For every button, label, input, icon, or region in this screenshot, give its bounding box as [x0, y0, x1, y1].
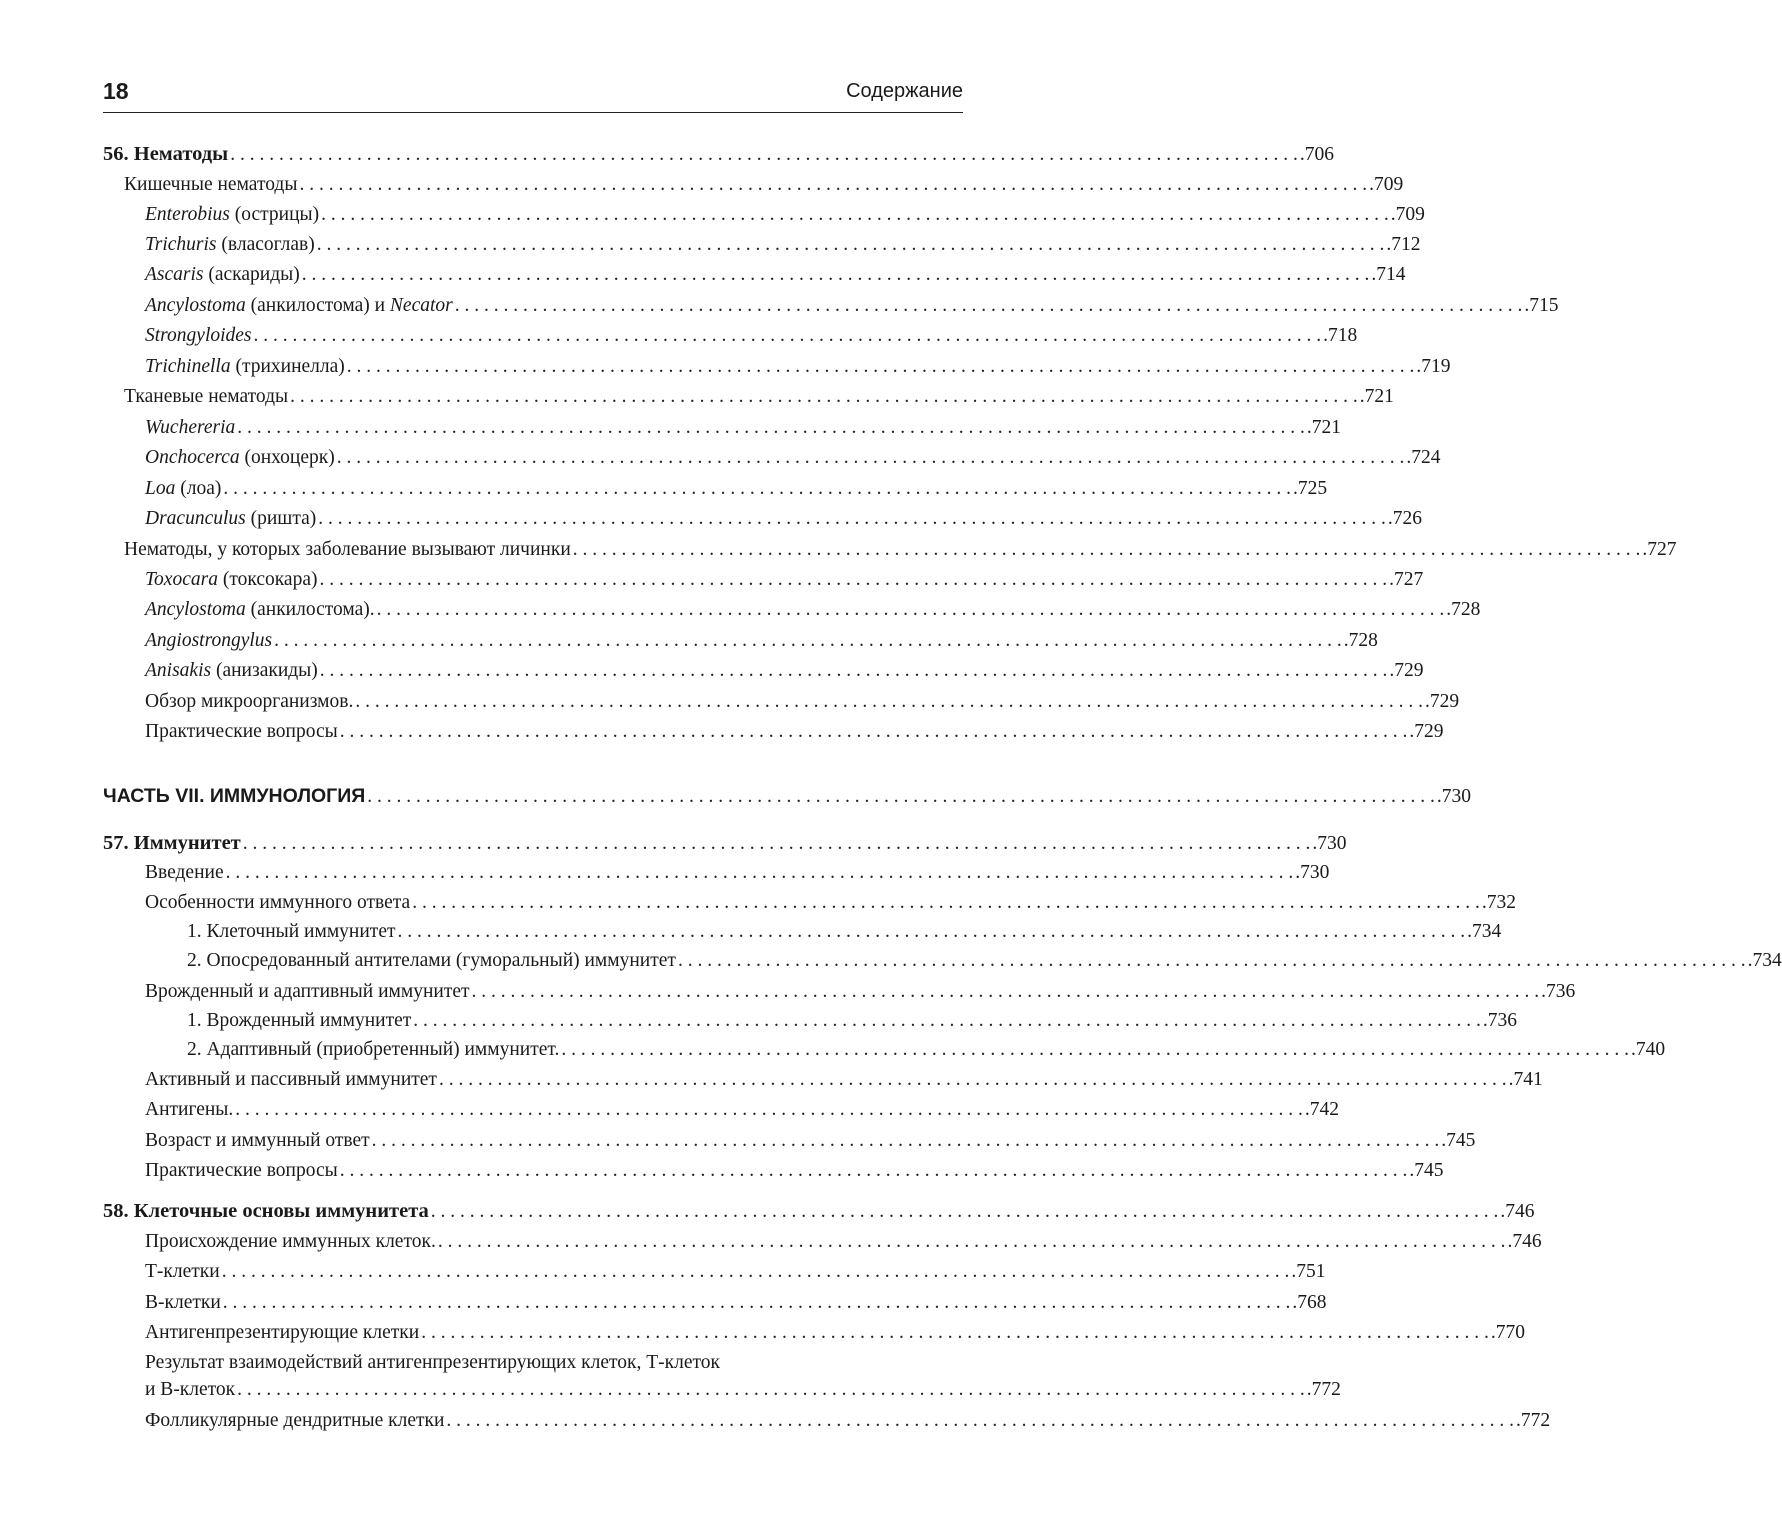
- toc-title-rest: (анизакиды): [211, 660, 318, 681]
- toc-entry[interactable]: [0, 689, 1460, 715]
- dot-leader: [455, 293, 1523, 319]
- dot-leader: [337, 445, 1405, 471]
- toc-entry[interactable]: [0, 354, 1451, 380]
- toc-page-number: .732: [1481, 892, 1516, 913]
- toc-page-number: .741: [1508, 1069, 1543, 1090]
- toc-title-italic: Ancylostoma: [145, 599, 246, 620]
- toc-entry[interactable]: [0, 445, 1441, 471]
- dot-leader: [235, 1097, 1303, 1123]
- toc-title: Введение: [145, 862, 224, 883]
- toc-title: и В-клеток: [145, 1379, 236, 1400]
- toc-title: 2. Адаптивный (приобретенный) иммунитет.: [187, 1039, 560, 1060]
- toc-entry[interactable]: [0, 1290, 1327, 1316]
- running-title: Содержание: [846, 80, 963, 102]
- toc-title: 2. Опосредованный антителами (гуморальный) иммунитет: [187, 950, 676, 971]
- dot-leader: [561, 1037, 1629, 1063]
- toc-page-number: .734: [1467, 921, 1502, 942]
- toc-title-rest: (лоа): [175, 478, 222, 499]
- toc-entry-line1[interactable]: Результат взаимодействий антигенпрезентирующих клеток, Т-клеток: [145, 1352, 720, 1373]
- toc-page-number: .715: [1524, 295, 1559, 316]
- dot-leader: [320, 658, 1388, 684]
- toc-title: Активный и пассивный иммунитет: [145, 1069, 437, 1090]
- toc-title: [145, 232, 315, 258]
- toc-title-rest: (аскариды): [203, 264, 300, 285]
- toc-title-rest: (анкилостома) и: [245, 295, 390, 316]
- dot-leader: [355, 689, 1423, 715]
- toc-chapter-58[interactable]: [0, 1198, 1535, 1225]
- toc-page-number: .745: [1409, 1160, 1444, 1181]
- toc-page-number: .721: [1359, 386, 1394, 407]
- page-number: 18: [103, 78, 129, 104]
- dot-leader: [290, 384, 1358, 410]
- dot-leader: [318, 506, 1386, 532]
- toc-page-number: .706: [1299, 144, 1334, 165]
- toc-entry[interactable]: [0, 1097, 1340, 1123]
- dot-leader: [317, 232, 1385, 258]
- toc-page-number: .726: [1387, 508, 1422, 529]
- toc-title-italic: Dracunculus: [145, 508, 246, 529]
- toc-entry[interactable]: [0, 262, 1406, 288]
- toc-title-rest: (онхоцерк): [239, 447, 335, 468]
- toc-title: [145, 628, 272, 654]
- dot-leader: [372, 1128, 1440, 1154]
- toc-entry[interactable]: [0, 476, 1328, 502]
- toc-page-number: .728: [1343, 630, 1378, 651]
- toc-page-number: .736: [1541, 981, 1576, 1002]
- toc-title-italic: Angiostrongylus: [145, 630, 273, 651]
- dot-leader: [230, 142, 1298, 168]
- toc-entry[interactable]: [0, 415, 1342, 441]
- dot-leader: [243, 831, 1311, 857]
- toc-title-rest: (трихинелла): [230, 356, 345, 377]
- toc-page-number: .736: [1482, 1010, 1518, 1031]
- toc-entry[interactable]: [0, 597, 1481, 623]
- toc-entry[interactable]: [0, 1408, 1551, 1434]
- toc-page-number: .746: [1500, 1201, 1535, 1222]
- dot-leader: [321, 202, 1389, 228]
- toc-title: [145, 445, 335, 471]
- toc-title-italic: Enterobius: [145, 204, 230, 225]
- toc-title-italic: Loa: [145, 478, 176, 499]
- toc-title: Возраст и иммунный ответ: [145, 1130, 370, 1151]
- toc-entry[interactable]: [0, 537, 1677, 563]
- toc-title: Кишечные нематоды: [124, 174, 298, 195]
- toc-title: [145, 476, 221, 502]
- toc-page-number: .745: [1441, 1130, 1476, 1151]
- toc-page-number: .734: [1747, 950, 1782, 971]
- dot-leader: [421, 1320, 1489, 1346]
- toc-entry[interactable]: [0, 202, 1425, 228]
- toc-page-number: .724: [1406, 447, 1441, 468]
- toc-entry[interactable]: [0, 1259, 1326, 1285]
- toc-entry[interactable]: [0, 628, 1378, 654]
- toc-title: ЧАСТЬ VII. ИММУНОЛОГИЯ: [103, 785, 366, 807]
- toc-entry[interactable]: [0, 890, 1516, 916]
- dot-leader: [340, 719, 1408, 745]
- toc-entry[interactable]: [0, 948, 1782, 974]
- toc-title: 56. Нематоды: [103, 143, 229, 165]
- toc-page-number: .718: [1323, 325, 1358, 346]
- toc-title-italic: Anisakis: [145, 660, 212, 681]
- toc-entry[interactable]: [0, 919, 1502, 945]
- toc-page-number: .729: [1424, 691, 1460, 712]
- toc-entry[interactable]: [0, 323, 1358, 349]
- toc-page-number: .730: [1295, 862, 1330, 883]
- toc-title-rest: (власоглав): [216, 234, 315, 255]
- toc-page-number: .721: [1306, 417, 1342, 438]
- dot-leader: [237, 415, 1305, 441]
- toc-page-number: .751: [1291, 1261, 1326, 1282]
- toc-entry[interactable]: [0, 506, 1422, 532]
- toc-page-number: .772: [1516, 1410, 1551, 1431]
- dot-leader: [274, 628, 1342, 654]
- toc-title: [145, 293, 453, 319]
- toc-title: Врожденный и адаптивный иммунитет: [145, 981, 470, 1002]
- dot-leader: [222, 1259, 1290, 1285]
- dot-leader: [367, 784, 1435, 810]
- toc-entry[interactable]: [0, 232, 1421, 258]
- toc-entry[interactable]: [0, 1037, 1666, 1063]
- toc-entry[interactable]: [0, 1067, 1543, 1093]
- toc-chapter-56[interactable]: [0, 141, 1334, 168]
- toc-page-number: .709: [1390, 204, 1425, 225]
- toc-title: Практические вопросы: [145, 1160, 338, 1181]
- toc-entry[interactable]: [0, 293, 1559, 319]
- toc-entry[interactable]: [0, 719, 1444, 745]
- toc-title: Особенности иммунного ответа: [145, 892, 411, 913]
- toc-title-italic: Toxocara: [145, 569, 218, 590]
- toc-entry[interactable]: [0, 658, 1424, 684]
- toc-page-number: .768: [1292, 1292, 1327, 1313]
- toc-page-number: .730: [1312, 833, 1347, 854]
- toc-entry[interactable]: [0, 1320, 1525, 1346]
- toc-title-italic: Ascaris: [145, 264, 204, 285]
- toc-title: [145, 323, 252, 349]
- toc-title: Т-клетки: [145, 1261, 220, 1282]
- toc-title: [145, 262, 300, 288]
- dot-leader: [254, 323, 1322, 349]
- toc-title: В-клетки: [145, 1292, 221, 1313]
- dot-leader: [319, 567, 1387, 593]
- toc-title: [145, 658, 318, 684]
- toc-page-number: .772: [1306, 1379, 1341, 1400]
- dot-leader: [226, 860, 1294, 886]
- toc-title-italic: Ancylostoma: [145, 295, 246, 316]
- toc-title: 57. Иммунитет: [103, 832, 241, 854]
- toc-entry[interactable]: [0, 1158, 1444, 1184]
- dot-leader: [412, 890, 1480, 916]
- toc-title-rest: (токсокара): [217, 569, 318, 590]
- page-header: [103, 76, 963, 113]
- dot-leader: [223, 1290, 1291, 1316]
- dot-leader: [439, 1067, 1507, 1093]
- toc-title: Фолликулярные дендритные клетки: [145, 1410, 445, 1431]
- toc-title-italic: Trichuris: [145, 234, 217, 255]
- toc-title: Тканевые нематоды: [124, 386, 289, 407]
- toc-entry[interactable]: [0, 860, 1330, 886]
- toc-chapter-57[interactable]: [0, 830, 1347, 857]
- dot-leader: [438, 1229, 1506, 1255]
- dot-leader: [446, 1408, 1514, 1434]
- toc-entry[interactable]: [0, 384, 1394, 410]
- dot-leader: [237, 1377, 1305, 1403]
- dot-leader: [377, 597, 1445, 623]
- toc-page-number: .719: [1416, 356, 1451, 377]
- toc-page-number: .770: [1490, 1322, 1525, 1343]
- toc-title: Нематоды, у которых заболевание вызывают личинки: [124, 539, 571, 560]
- toc-part-7[interactable]: [0, 783, 1472, 810]
- toc-page-number: .727: [1389, 569, 1424, 590]
- toc-title: 1. Врожденный иммунитет: [187, 1010, 412, 1031]
- toc-title: Обзор микроорганизмов.: [145, 691, 354, 712]
- toc-page-number: .742: [1304, 1099, 1340, 1120]
- toc-title: [145, 567, 317, 593]
- dot-leader: [223, 476, 1291, 502]
- toc-title: [145, 597, 375, 623]
- dot-leader: [472, 979, 1540, 1005]
- toc-entry[interactable]: [0, 979, 1576, 1005]
- dot-leader: [431, 1199, 1499, 1225]
- toc-title: 58. Клеточные основы иммунитета: [103, 1200, 429, 1222]
- toc-title-rest: (анкилостома).: [245, 599, 375, 620]
- toc-page-number: .729: [1389, 660, 1424, 681]
- toc-title: Происхождение иммунных клеток.: [145, 1231, 436, 1252]
- toc-title: 1. Клеточный иммунитет: [187, 921, 396, 942]
- toc-entry[interactable]: [0, 1008, 1518, 1034]
- toc-title-italic: Necator: [389, 295, 453, 316]
- dot-leader: [678, 948, 1746, 974]
- dot-leader: [413, 1008, 1481, 1034]
- toc-title: [145, 415, 235, 441]
- toc-title-italic: Wuchereria: [145, 417, 236, 438]
- toc-title-italic: Strongyloides: [145, 325, 252, 346]
- dot-leader: [299, 172, 1367, 198]
- toc-page-number: .730: [1436, 786, 1472, 807]
- toc-title: Антигенпрезентирующие клетки: [145, 1322, 420, 1343]
- toc-title-rest: (острицы): [229, 204, 320, 225]
- dot-leader: [302, 262, 1370, 288]
- dot-leader: [573, 537, 1641, 563]
- toc-page-number: .714: [1371, 264, 1406, 285]
- toc-page-number: .729: [1409, 721, 1444, 742]
- toc-title-italic: Onchocerca: [145, 447, 240, 468]
- toc-page-number: .725: [1292, 478, 1328, 499]
- toc-page-number: .740: [1630, 1039, 1666, 1060]
- toc-page-number: .746: [1507, 1231, 1542, 1252]
- toc-title-italic: Trichinella: [145, 356, 231, 377]
- toc-entry[interactable]: [0, 567, 1424, 593]
- toc-title: [145, 202, 319, 228]
- toc-page-number: .727: [1642, 539, 1677, 560]
- toc-page-number: .728: [1446, 599, 1481, 620]
- dot-leader: [340, 1158, 1408, 1184]
- toc-entry[interactable]: [0, 172, 1404, 198]
- toc-entry[interactable]: [0, 1377, 1341, 1403]
- toc-entry[interactable]: [0, 1229, 1542, 1255]
- toc-page-number: .709: [1369, 174, 1404, 195]
- dot-leader: [347, 354, 1415, 380]
- dot-leader: [398, 919, 1466, 945]
- toc-entry[interactable]: [0, 1128, 1476, 1154]
- toc-title-rest: (ришта): [245, 508, 317, 529]
- toc-title: [145, 506, 316, 532]
- toc-title: Антигены.: [145, 1099, 234, 1120]
- toc-title: [145, 354, 345, 380]
- toc-title: Практические вопросы: [145, 721, 338, 742]
- toc-page-number: .712: [1386, 234, 1421, 255]
